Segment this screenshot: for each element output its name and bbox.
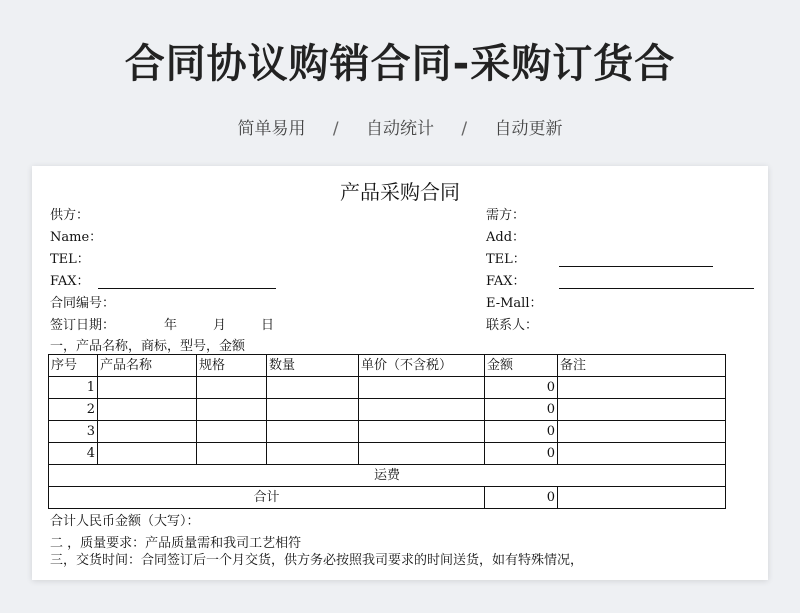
- row-no: 3: [49, 421, 98, 443]
- tel-label-right: TEL：: [486, 252, 526, 267]
- fax-underline-left: [98, 288, 276, 289]
- cell-unit-price[interactable]: [359, 399, 485, 421]
- section-3-delivery: 三，交货时间：合同签订后一个月交货，供方务必按照我司要求的时间送货，如有特殊情况，: [50, 553, 584, 568]
- cell-remark[interactable]: [558, 421, 726, 443]
- cell-amount: 0: [485, 377, 558, 399]
- col-header-product: 产品名称: [98, 355, 197, 377]
- cell-qty[interactable]: [267, 421, 359, 443]
- total-label: 合计: [49, 487, 485, 509]
- cell-qty[interactable]: [267, 443, 359, 465]
- table-row: [49, 443, 726, 465]
- cell-spec[interactable]: [197, 377, 267, 399]
- cell-qty[interactable]: [267, 377, 359, 399]
- cell-product[interactable]: [98, 443, 197, 465]
- cell-remark[interactable]: [558, 399, 726, 421]
- col-header-no: 序号: [49, 355, 98, 377]
- contract-number-label: 合同编号：: [50, 296, 116, 311]
- supplier-label: 供方：: [50, 208, 90, 223]
- page-title: 合同协议购销合同-采购订货合: [124, 41, 676, 87]
- add-label: Add：: [486, 230, 526, 245]
- cell-unit-price[interactable]: [359, 421, 485, 443]
- col-header-remark: 备注: [558, 355, 726, 377]
- cell-amount: 0: [485, 421, 558, 443]
- row-no: 2: [49, 399, 98, 421]
- row-no: 1: [49, 377, 98, 399]
- tel-underline-right: [559, 266, 713, 267]
- email-label: E-Mall：: [486, 296, 543, 311]
- tag-separator: /: [461, 119, 468, 139]
- cell-remark[interactable]: [558, 443, 726, 465]
- fax-underline-right: [559, 288, 754, 289]
- buyer-label: 需方：: [486, 208, 526, 223]
- tag-separator: /: [332, 119, 339, 139]
- cell-amount: 0: [485, 399, 558, 421]
- cell-unit-price[interactable]: [359, 443, 485, 465]
- table-row: [49, 399, 726, 421]
- section-1-heading: 一，产品名称，商标，型号，金额: [50, 339, 246, 354]
- contract-title: 产品采购合同: [340, 180, 460, 204]
- tag-easy: 简单易用: [237, 119, 306, 139]
- total-value: 0: [485, 487, 558, 509]
- col-header-unit-price: 单价（不含税）: [359, 355, 485, 377]
- name-label: Name：: [50, 230, 103, 245]
- sign-date-label: 签订日期：: [50, 318, 116, 333]
- freight-row: [49, 465, 726, 487]
- year-label: 年: [164, 318, 178, 333]
- fax-label-left: FAX：: [50, 274, 90, 289]
- total-row: [49, 487, 726, 509]
- cell-amount: 0: [485, 443, 558, 465]
- cell-product[interactable]: [98, 377, 197, 399]
- cell-spec[interactable]: [197, 421, 267, 443]
- rmb-total-label: 合计人民币金额（大写）：: [50, 514, 200, 529]
- cell-product[interactable]: [98, 399, 197, 421]
- cell-spec[interactable]: [197, 399, 267, 421]
- col-header-amount: 金额: [485, 355, 558, 377]
- contract-sheet: [32, 166, 768, 580]
- tel-label-left: TEL：: [50, 252, 90, 267]
- table-row: [49, 377, 726, 399]
- tagline: [0, 114, 800, 139]
- fax-label-right: FAX：: [486, 274, 526, 289]
- table-row: [49, 421, 726, 443]
- contact-label: 联系人：: [486, 318, 539, 333]
- col-header-qty: 数量: [267, 355, 359, 377]
- tag-auto-stat: 自动统计: [366, 119, 434, 139]
- month-label: 月: [213, 318, 227, 333]
- row-no: 4: [49, 443, 98, 465]
- col-header-spec: 规格: [197, 355, 267, 377]
- tag-auto-update: 自动更新: [494, 119, 563, 139]
- cell-product[interactable]: [98, 421, 197, 443]
- cell-spec[interactable]: [197, 443, 267, 465]
- cell-remark[interactable]: [558, 377, 726, 399]
- freight-label: 运费: [49, 465, 726, 487]
- section-2-quality: 二 ，质量要求：产品质量需和我司工艺相符: [50, 536, 302, 551]
- day-label: 日: [261, 318, 275, 333]
- total-remark[interactable]: [558, 487, 726, 509]
- products-table: [48, 354, 726, 509]
- cell-qty[interactable]: [267, 399, 359, 421]
- table-header-row: [49, 355, 726, 377]
- cell-unit-price[interactable]: [359, 377, 485, 399]
